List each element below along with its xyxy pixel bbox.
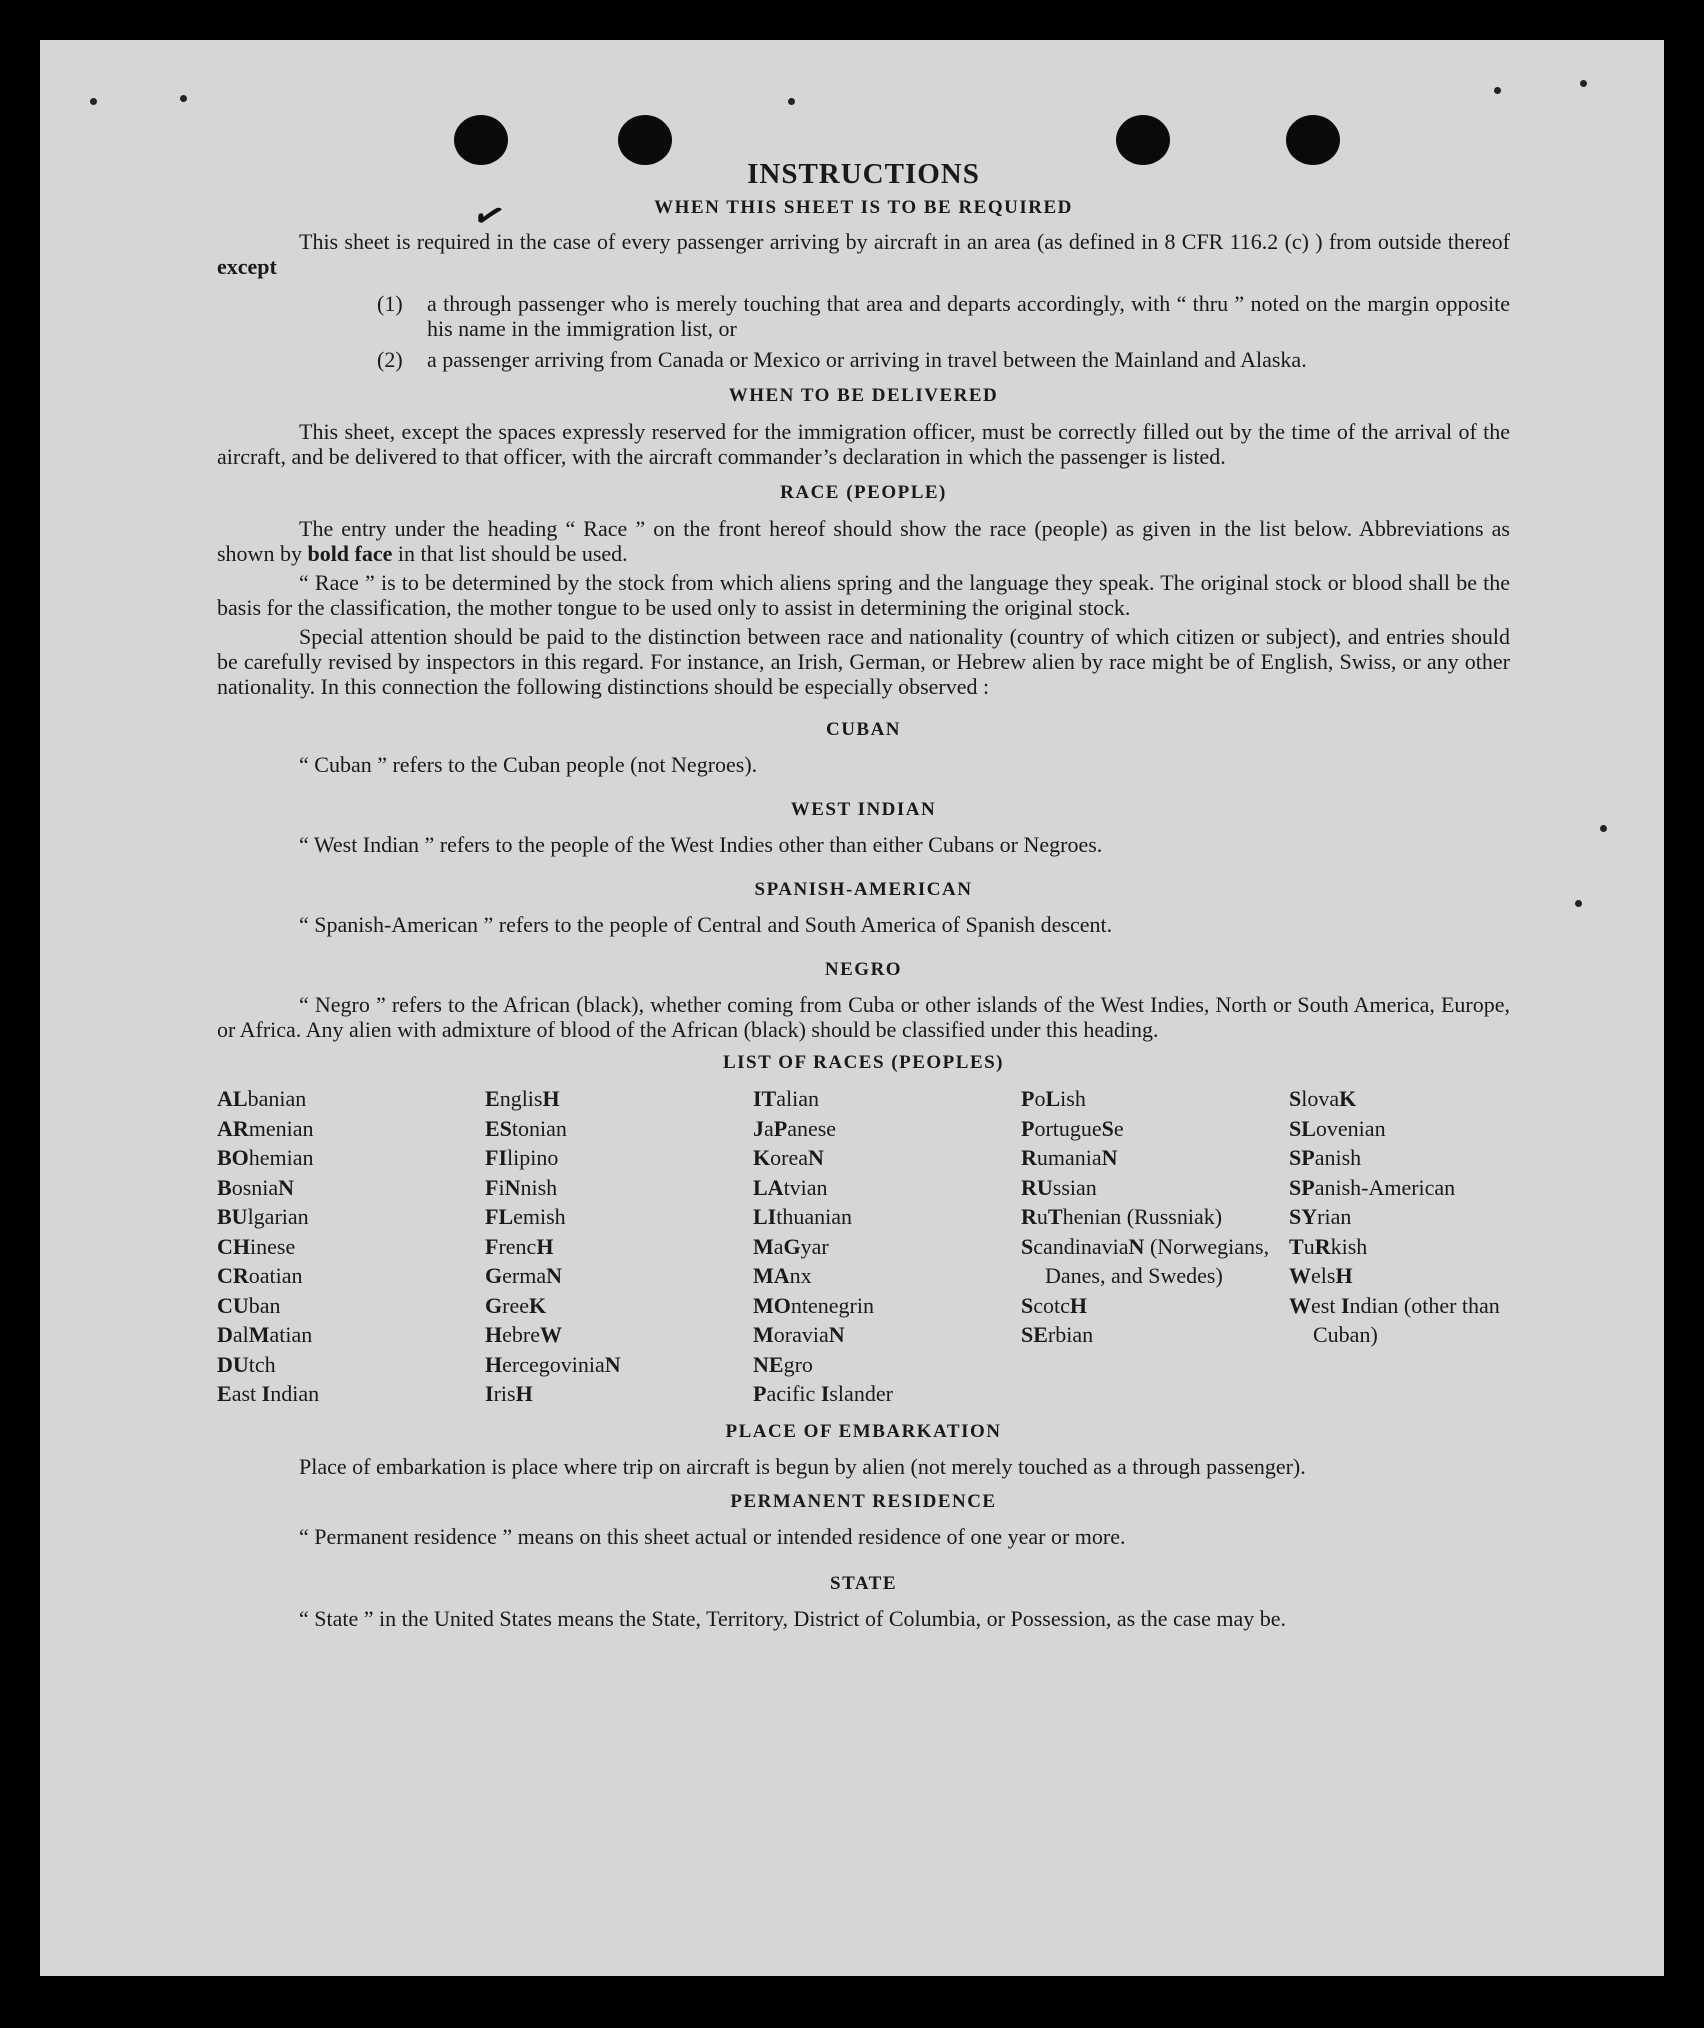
spanish-american-text: “ Spanish-American ” refers to the people of Central and South America of Spanish descent.: [299, 912, 1113, 937]
race-column: [1289, 1084, 1557, 1409]
race-entry: CUban: [217, 1292, 281, 1318]
race-entry: CRoatian: [217, 1263, 303, 1288]
speck: [788, 98, 795, 105]
race-column: [217, 1084, 485, 1409]
race-entry: RumaniaN: [1021, 1145, 1118, 1170]
west-indian-text: “ West Indian ” refers to the people of the West Indies other than either Cubans or Negroes.: [299, 832, 1103, 857]
race-paragraph-3: Special attention should be paid to the distinction between race and nationality (country of which citizen or subject), and entries should be carefully revised by inspectors in this regard. For instance, an Irish, German, or Hebrew alien by race might be of English, Swiss, or any other nationality. In this connection the following distinctions should be especially observed :: [217, 624, 1510, 699]
race-entry: HebreW: [485, 1322, 562, 1347]
race-entry: RUssian: [1021, 1174, 1097, 1200]
race-entry: TuRkish: [1289, 1233, 1368, 1259]
race-entry: KoreaN: [753, 1145, 824, 1170]
page-title: INSTRUCTIONS: [747, 158, 980, 190]
race-entry: DalMatian: [217, 1322, 313, 1347]
race-entry: IrisH: [485, 1381, 533, 1406]
race-entry: PoLish: [1021, 1086, 1086, 1111]
race-entry: LAtvian: [753, 1174, 828, 1200]
when-delivered-text: This sheet, except the spaces expressly reserved for the immigration officer, must be correctly filled out by the time of the arrival of the aircraft, and be delivered to that officer, with the aircraft commander’s declaration in which the passenger is listed.: [217, 419, 1510, 469]
race-entry: FLemish: [485, 1204, 566, 1229]
section-heading-west-indian: WEST INDIAN: [790, 799, 937, 820]
race-entry: EnglisH: [485, 1086, 560, 1111]
race-column: [753, 1084, 1021, 1409]
race-entry: SErbian: [1021, 1322, 1094, 1347]
race-entry: GreeK: [485, 1292, 547, 1318]
race-entry: NEgro: [753, 1351, 813, 1377]
race-entry: FrencH: [485, 1233, 554, 1259]
race-entry: FIlipino: [485, 1145, 559, 1170]
race-entry: MoraviaN: [753, 1322, 845, 1347]
race-entry: WelsH: [1289, 1263, 1353, 1288]
exception-item: (1) a through passenger who is merely touching that area and departs accordingly, with “ thru ” noted on the margin opposite his name in the immigration list, or: [377, 291, 1510, 341]
section-heading-list-of-races: LIST OF RACES (PEOPLES): [722, 1052, 1005, 1073]
embarkation-text: Place of embarkation is place where trip on aircraft is begun by alien (not merely touched as a through passenger).: [299, 1453, 1306, 1479]
section-heading-when-delivered: WHEN TO BE DELIVERED: [728, 385, 999, 406]
race-column: [1021, 1084, 1289, 1409]
race-entry: ALbanian: [217, 1086, 307, 1111]
race-entry: ScandinaviaN (Norwegians, Danes, and Swedes): [1021, 1233, 1270, 1288]
race-entry: BOhemian: [217, 1145, 314, 1170]
section-heading-when-required: WHEN THIS SHEET IS TO BE REQUIRED: [654, 197, 1073, 218]
race-entry: EStonian: [485, 1115, 567, 1141]
section-heading-race: RACE (PEOPLE): [780, 482, 947, 503]
race-entry: FiNnish: [485, 1174, 558, 1200]
race-entry: BUlgarian: [217, 1204, 309, 1229]
race-entry: MOntenegrin: [753, 1292, 874, 1318]
race-entry: SYrian: [1289, 1204, 1352, 1229]
section-heading-state: STATE: [830, 1572, 897, 1594]
race-entry: CHinese: [217, 1233, 296, 1259]
section-heading-permanent-residence: PERMANENT RESIDENCE: [730, 1490, 997, 1512]
section-heading-embarkation: PLACE OF EMBARKATION: [725, 1420, 1002, 1442]
race-entry: LIthuanian: [753, 1204, 853, 1229]
race-entry: ARmenian: [217, 1115, 314, 1141]
race-entry: SLovenian: [1289, 1115, 1386, 1141]
race-entry: GermaN: [485, 1263, 562, 1288]
instructions-content: [217, 158, 1510, 1631]
race-entry: SPanish: [1289, 1145, 1362, 1170]
state-text: “ State ” in the United States means the State, Territory, District of Columbia, or Possession, as the case may be.: [299, 1605, 1287, 1631]
permanent-residence-text: “ Permanent residence ” means on this sheet actual or intended residence of one year or more.: [299, 1523, 1126, 1549]
race-entry: MAnx: [753, 1263, 812, 1288]
race-column: [485, 1084, 753, 1409]
race-entry: RuThenian (Russniak): [1021, 1204, 1223, 1229]
speck: [1600, 825, 1607, 832]
race-entry: Pacific Islander: [753, 1381, 893, 1406]
section-heading-cuban: CUBAN: [825, 719, 902, 740]
speck: [1575, 900, 1582, 907]
cuban-text: “ Cuban ” refers to the Cuban people (not Negroes).: [299, 752, 758, 777]
race-entry: West Indian (other than Cuban): [1289, 1292, 1500, 1347]
race-entry: ScotcH: [1021, 1292, 1088, 1318]
when-required-intro: This sheet is required in the case of every passenger arriving by aircraft in an area (as defined in 8 CFR 116.2 (c) ) from outside thereof except: [217, 229, 1510, 279]
race-paragraph-2: “ Race ” is to be determined by the stock from which aliens spring and the language they speak. The original stock or blood shall be the basis for the classification, the mother tongue to be used only to assist in determining the original stock.: [217, 570, 1510, 620]
speck: [1494, 87, 1501, 94]
section-heading-negro: NEGRO: [824, 959, 903, 980]
race-entry: JaPanese: [753, 1115, 837, 1141]
negro-text: “ Negro ” refers to the African (black), whether coming from Cuba or other islands of the West Indies, North or South America, Europe, or Africa. Any alien with admixture of blood of the African (black) should be classified under this heading.: [217, 992, 1510, 1042]
race-paragraph-1: The entry under the heading “ Race ” on the front hereof should show the race (people) as given in the list below. Abbreviations as shown by bold face in that list should be used.: [217, 516, 1510, 566]
race-entry: BosniaN: [217, 1174, 295, 1200]
exception-item: (2) a passenger arriving from Canada or Mexico or arriving in travel between the Mainland and Alaska.: [377, 347, 1307, 372]
race-entry: PortugueSe: [1021, 1115, 1124, 1141]
race-list: [217, 1084, 1510, 1409]
race-entry: HercegoviniaN: [485, 1351, 621, 1377]
race-entry: ITalian: [753, 1086, 820, 1111]
speck: [90, 98, 97, 105]
race-entry: East Indian: [217, 1381, 320, 1406]
race-entry: DUtch: [217, 1351, 276, 1377]
speck: [1580, 80, 1587, 87]
race-entry: SPanish-American: [1289, 1174, 1456, 1200]
section-heading-spanish-american: SPANISH-AMERICAN: [754, 879, 973, 900]
race-entry: MaGyar: [753, 1233, 829, 1259]
race-entry: SlovaK: [1289, 1086, 1357, 1111]
handwritten-check-mark: ✓: [468, 192, 511, 240]
speck: [180, 95, 187, 102]
